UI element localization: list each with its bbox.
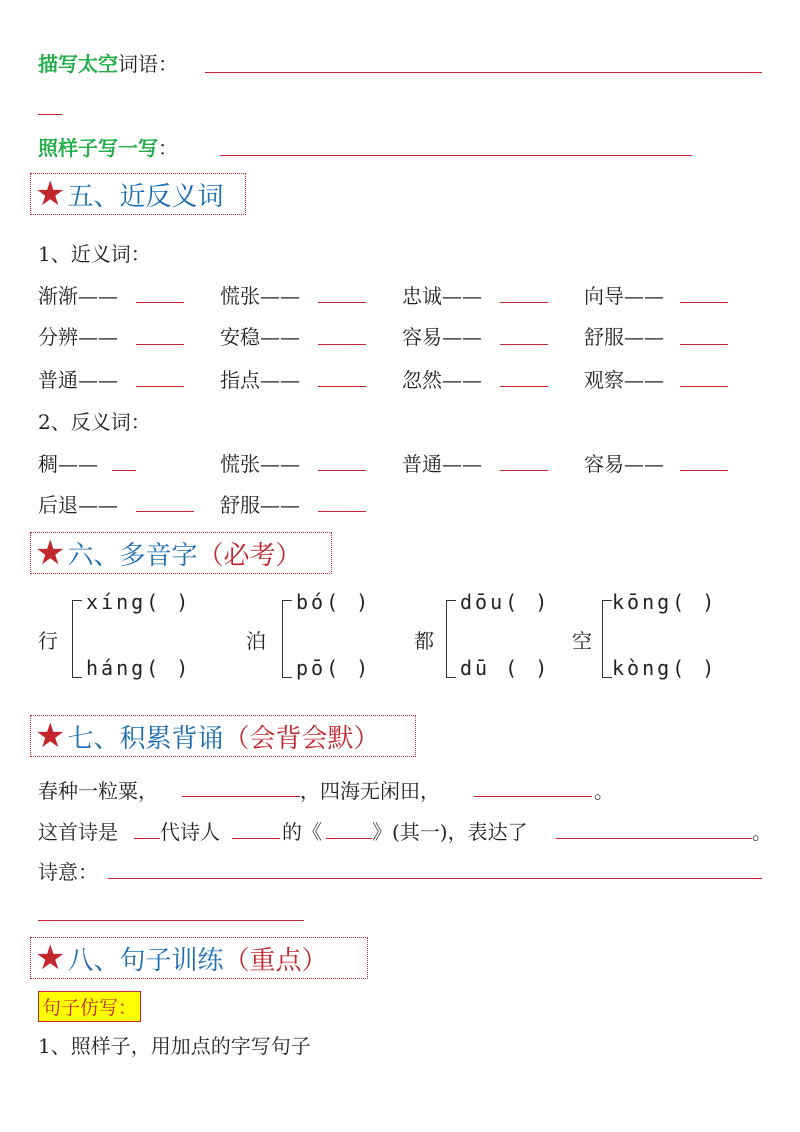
section-5-heading (30, 173, 246, 215)
star-icon: ★ (35, 174, 66, 214)
pinyin-option: pō( ) (296, 656, 372, 680)
synonym-item: 舒服—— (584, 325, 664, 349)
synonym-blank[interactable] (318, 302, 366, 303)
meaning-blank[interactable] (108, 878, 762, 879)
synonym-blank[interactable] (500, 302, 548, 303)
section-8-note: （重点） (223, 945, 328, 976)
meaning-blank-2[interactable] (38, 920, 304, 921)
synonym-item: 容易—— (402, 325, 482, 349)
polyphone-char: 空 (572, 629, 592, 653)
antonym-blank[interactable] (318, 470, 366, 471)
meaning-label: 诗意： (38, 860, 98, 884)
poem-line-1-middle: ，四海无闲田， (300, 779, 440, 803)
poem-info-c: 的《 (282, 820, 322, 844)
section-7-note: （会背会默） (223, 723, 380, 754)
antonym-item: 稠—— (38, 452, 98, 476)
section-6-title: 六、多音字 (67, 540, 198, 571)
pinyin-option: kòng( ) (612, 656, 718, 680)
describe-space-suffix: 词语： (118, 52, 178, 76)
synonym-blank[interactable] (680, 344, 728, 345)
imitate-prompt (38, 132, 178, 161)
polyphone-char: 泊 (246, 629, 266, 653)
synonym-item: 忽然—— (402, 368, 482, 392)
synonym-blank[interactable] (136, 344, 184, 345)
polyphone-char: 行 (38, 629, 58, 653)
antonym-blank[interactable] (500, 470, 548, 471)
imitate-label: 照样子写一写 (38, 136, 158, 160)
poet-blank[interactable] (232, 838, 280, 839)
synonym-item: 观察—— (584, 368, 664, 392)
poem-info-e: 。 (752, 820, 772, 844)
synonym-item: 渐渐—— (38, 284, 118, 308)
antonym-blank[interactable] (680, 470, 728, 471)
synonym-blank[interactable] (500, 386, 548, 387)
pinyin-option: háng( ) (86, 656, 192, 680)
antonym-item: 普通—— (402, 452, 482, 476)
antonyms-label: 2、反义词： (38, 410, 151, 434)
imitate-answer-line[interactable] (220, 155, 692, 156)
synonym-item: 忠诚—— (402, 284, 482, 308)
describe-space-green: 描写太空 (38, 52, 118, 76)
polyphone-char: 都 (414, 629, 434, 653)
antonym-blank[interactable] (136, 511, 194, 512)
antonym-blank[interactable] (318, 511, 366, 512)
antonym-item: 舒服—— (220, 493, 300, 517)
synonym-blank[interactable] (680, 302, 728, 303)
exercise-item-1: 1、照样子，用加点的字写句子 (38, 1034, 311, 1058)
polyphone-brace (446, 600, 461, 678)
poem-info-a: 这首诗是 (38, 820, 118, 844)
describe-space-answer-line-2[interactable] (38, 114, 62, 115)
poem-title-blank[interactable] (326, 838, 372, 839)
describe-space-answer-line[interactable] (205, 72, 762, 73)
synonym-blank[interactable] (500, 344, 548, 345)
synonym-blank[interactable] (136, 386, 184, 387)
poem-info-b: 代诗人 (160, 820, 220, 844)
sentence-imitation-tag: 句子仿写： (38, 991, 141, 1022)
polyphone-brace (282, 600, 297, 678)
imitate-colon: ： (158, 136, 178, 160)
expression-blank[interactable] (556, 838, 752, 839)
synonym-item: 向导—— (584, 284, 664, 308)
synonym-item: 慌张—— (220, 284, 300, 308)
section-8-title: 八、句子训练 (67, 945, 224, 976)
synonym-item: 指点—— (220, 368, 300, 392)
synonym-blank[interactable] (318, 386, 366, 387)
section-8-heading (30, 937, 368, 979)
poem-blank-1[interactable] (182, 796, 300, 797)
pinyin-option: dū ( ) (460, 656, 551, 680)
star-icon: ★ (35, 533, 66, 573)
synonym-blank[interactable] (136, 302, 184, 303)
section-7-heading (30, 715, 416, 757)
antonym-blank[interactable] (112, 470, 136, 471)
synonym-item: 安稳—— (220, 325, 300, 349)
poem-line-1-start: 春种一粒粟， (38, 779, 158, 803)
antonym-item: 后退—— (38, 493, 118, 517)
antonym-item: 容易—— (584, 452, 664, 476)
section-5-title: 五、近反义词 (67, 181, 224, 212)
section-7-title: 七、积累背诵 (67, 723, 224, 754)
pinyin-option: xíng( ) (86, 590, 192, 614)
synonym-item: 普通—— (38, 368, 118, 392)
synonyms-label: 1、近义词： (38, 242, 151, 266)
synonym-blank[interactable] (318, 344, 366, 345)
poem-info-d: 》(其一)，表达了 (372, 820, 528, 844)
star-icon: ★ (35, 938, 66, 978)
star-icon: ★ (35, 716, 66, 756)
antonym-item: 慌张—— (220, 452, 300, 476)
section-6-note: （必考） (197, 540, 302, 571)
poem-blank-2[interactable] (474, 796, 592, 797)
poem-line-1-end: 。 (594, 779, 614, 803)
pinyin-option: dōu( ) (460, 590, 551, 614)
polyphone-brace (72, 600, 87, 678)
dynasty-blank[interactable] (134, 838, 160, 839)
synonym-item: 分辨—— (38, 325, 118, 349)
pinyin-option: kōng( ) (612, 590, 718, 614)
section-6-heading (30, 532, 332, 574)
synonym-blank[interactable] (680, 386, 728, 387)
describe-space-prompt (38, 48, 178, 77)
pinyin-option: bó( ) (296, 590, 372, 614)
